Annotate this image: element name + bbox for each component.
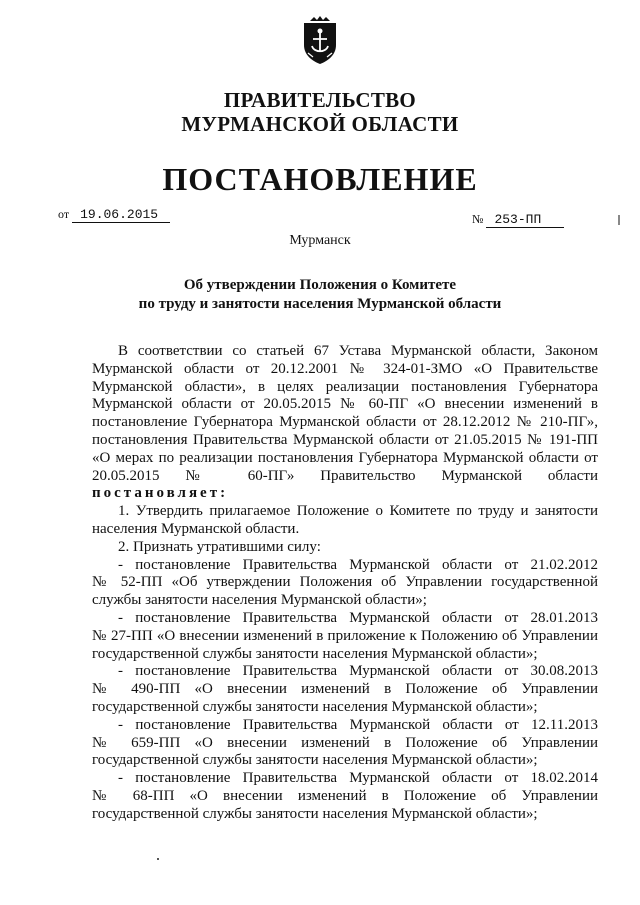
margin-mark xyxy=(618,215,620,225)
preamble-line: В соответствии со статьей 67 Устава Мурманской области, Законом xyxy=(118,343,598,359)
number-line xyxy=(472,212,564,228)
city: Мурманск xyxy=(289,233,351,248)
document-date: 19.06.2015 xyxy=(72,207,170,223)
item-2: 2. Признать утратившими силу: xyxy=(118,538,321,555)
government-line-2: МУРМАНСКОЙ ОБЛАСТИ xyxy=(181,112,459,136)
repeal-rest: № 52-ПП «Об утверждении Положения об Управлении государственной службы занятости населения Мурманской области»; xyxy=(92,574,598,609)
repeal-first-line: - постановление Правительства Мурманской области от 18.02.2014 xyxy=(118,770,598,787)
preamble-line: Мурманской области от 20.05.2015 № 60-ПГ «О внесении изменений в xyxy=(92,396,598,413)
item-1-line-2: населения Мурманской области. xyxy=(92,520,300,537)
date-prefix: от xyxy=(58,207,70,221)
scan-speck xyxy=(157,858,159,860)
document-number: 253-ПП xyxy=(486,212,564,228)
document-type: ПОСТАНОВЛЕНИЕ xyxy=(162,161,478,197)
preamble-line: Мурманской области от 20.12.2001 № 324-01-ЗМО «О Правительстве xyxy=(92,360,598,377)
number-prefix: № xyxy=(472,212,484,226)
document-title xyxy=(0,276,640,314)
government-name xyxy=(0,88,640,136)
coat-of-arms-icon xyxy=(300,13,340,65)
date-line xyxy=(58,207,170,223)
repeal-rest: № 27-ПП «О внесении изменений в приложение к Положению об Управлении государственной службы занятости населения Мурманской области»; xyxy=(92,627,598,662)
repeal-rest: № 68-ПП «О внесении изменений в Положение об Управлении государственной службы занятости населения Мурманской области»; xyxy=(92,787,598,822)
preamble-line: постановления Правительства Мурманской области от 21.05.2015 № 191-ПП xyxy=(92,431,598,448)
repeal-first-line: - постановление Правительства Мурманской области от 21.02.2012 xyxy=(118,556,598,573)
title-line-2: по труду и занятости населения Мурманской области xyxy=(138,296,502,312)
repeal-rest: № 490-ПП «О внесении изменений в Положение об Управлении государственной службы занятости населения Мурманской области»; xyxy=(92,681,598,715)
preamble-line: постановление Губернатора Мурманской области от 28.12.2012 № 210-ПГ», xyxy=(92,414,598,431)
resolves-word: постановляет: xyxy=(92,485,229,502)
repeal-first-line: - постановление Правительства Мурманской области от 28.01.2013 xyxy=(118,609,598,626)
preamble-line: 20.05.2015 № 60-ПГ» Правительство Мурманской области xyxy=(92,467,598,484)
preamble-line: «О мерах по реализации постановления Губернатора Мурманской области от xyxy=(92,449,598,466)
repeal-first-line: - постановление Правительства Мурманской области от 30.08.2013 xyxy=(118,663,598,680)
document-body xyxy=(92,343,598,824)
preamble-line: Мурманской области», в целях реализации постановления Губернатора xyxy=(92,378,598,395)
item-1-line-1: 1. Утвердить прилагаемое Положение о Комитете по труду и занятости xyxy=(118,503,598,520)
government-line-1: ПРАВИТЕЛЬСТВО xyxy=(223,88,417,112)
repeal-first-line: - постановление Правительства Мурманской области от 12.11.2013 xyxy=(118,716,598,733)
repeal-rest: № 659-ПП «О внесении изменений в Положение об Управлении государственной службы занятости населения Мурманской области»; xyxy=(92,734,598,769)
title-line-1: Об утверждении Положения о Комитете xyxy=(183,277,457,293)
